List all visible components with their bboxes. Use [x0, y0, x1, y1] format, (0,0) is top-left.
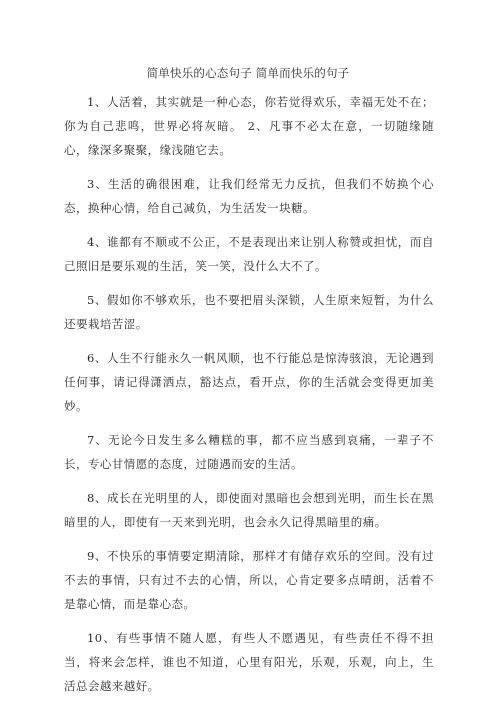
paragraph-2: 3、生活的确很困难，让我们经常无力反抗，但我们不妨换个心态，换种心情，给自己减负，为生活发一块糖。 — [64, 177, 434, 215]
paragraph-5: 6、人生不行能永久一帆风顺，也不行能总是惊涛骇浪，无论遇到任何事，请记得潇洒点，豁达点，看开点，你的生活就会变得更加美妙。 — [64, 351, 434, 413]
paragraph-4: 5、假如你不够欢乐，也不要把眉头深锁，人生原来短暂，为什么还要栽培苦涩。 — [64, 293, 434, 331]
paragraph-7: 8、成长在光明里的人，即使面对黑暗也会想到光明，而生长在黑暗里的人，即使有一天来到光明，也会永久记得黑暗里的痛。 — [64, 491, 434, 529]
document-body — [64, 90, 434, 708]
paragraph-1: 1、人活着，其实就是一种心态，你若觉得欢乐，幸福无处不在；你为自己悲鸣，世界必将灰暗。 2、凡事不必太在意，一切随缘随心，缘深多聚聚，缘浅随它去。 — [64, 95, 434, 157]
paragraph-6: 7、无论今日发生多么糟糕的事，都不应当感到哀痛，一辈子不长，专心甘情愿的态度，过随遇而安的生活。 — [64, 433, 434, 471]
document-title: 简单快乐的心态句子 简单而快乐的句子 — [146, 66, 350, 80]
paragraph-9: 10、有些事情不随人愿，有些人不愿遇见，有些责任不得不担当，将来会怎样，谁也不知道，心里有阳光，乐观，乐观，向上，生活总会越来越好。 — [64, 631, 434, 693]
paragraph-8: 9、不快乐的事情要定期清除，那样才有储存欢乐的空间。没有过不去的事情，只有过不去的心情，所以，心肯定要多点晴朗，活着不是靠心情，而是靠心态。 — [64, 549, 434, 611]
paragraph-3: 4、谁都有不顺或不公正，不是表现出来让别人称赞或担忧，而自己照旧是要乐观的生活，笑一笑，没什么大不了。 — [64, 235, 434, 273]
